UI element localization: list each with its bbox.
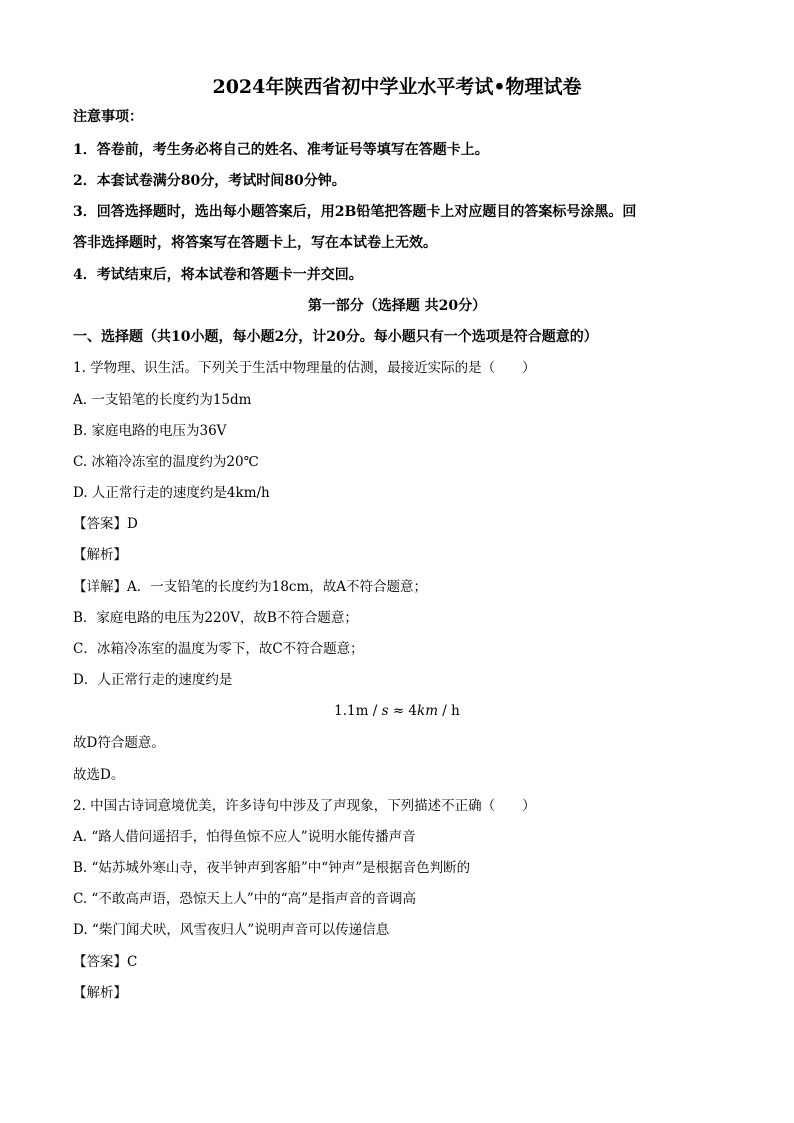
formula-part: /: [372, 703, 378, 719]
q2-option-b: B. “姑苏城外寒山寺，夜半钟声到客船”中“钟声”是根据音色判断的: [73, 860, 471, 876]
q1-detail-d: D．人正常行走的速度约是: [73, 672, 233, 688]
q2-answer: 【答案】C: [73, 954, 138, 970]
formula-part: s: [381, 703, 389, 719]
part-heading: 第一部分（选择题 共20分）: [307, 298, 487, 314]
formula-part: 1.1m: [334, 703, 369, 719]
q1-stem: 1. 学物理、识生活。下列关于生活中物理量的估测，最接近实际的是（ ）: [73, 360, 536, 376]
q1-option-c: C. 冰箱冷冻室的温度约为20℃: [73, 454, 259, 470]
q1-detail-a: 【详解】A．一支铅笔的长度约为18cm，故A不符合题意；: [73, 579, 428, 595]
notice-item-2: 2．本套试卷满分80分，考试时间80分钟。: [73, 173, 346, 189]
notice-item-3-line-1: 3．回答选择题时，选出每小题答案后，用2B铅笔把答题卡上对应题目的答案标号涂黑。回: [73, 204, 637, 220]
q1-analysis-label: 【解析】: [73, 547, 127, 563]
formula-part: km: [417, 703, 438, 719]
section-heading: 一、选择题（共10小题，每小题2分，计20分。每小题只有一个选项是符合题意的）: [73, 329, 598, 345]
notice-item-4: 4．考试结束后，将本试卷和答题卡一并交回。: [73, 267, 363, 283]
q1-option-d: D. 人正常行走的速度约是4km/h: [73, 485, 270, 501]
q1-detail-c: C．冰箱冷冻室的温度为零下，故C不符合题意；: [73, 641, 364, 657]
q1-choose: 故选D。: [73, 767, 125, 783]
notice-item-1: 1．答卷前，考生务必将自己的姓名、准考证号等填写在答题卡上。: [73, 142, 489, 158]
q2-analysis-label: 【解析】: [73, 985, 127, 1001]
q1-option-a: A. 一支铅笔的长度约为15dm: [73, 392, 252, 408]
q1-option-b: B. 家庭电路的电压为36V: [73, 423, 227, 439]
q2-option-d: D. “柴门闻犬吠，风雪夜归人”说明声音可以传递信息: [73, 922, 390, 938]
q1-conclusion: 故D符合题意。: [73, 735, 165, 751]
speed-formula: [0, 703, 794, 719]
q2-option-c: C. “不敢高声语，恐惊天上人”中的“高”是指声音的音调高: [73, 891, 417, 907]
notice-item-3-line-2: 答非选择题时，将答案写在答题卡上，写在本试卷上无效。: [73, 235, 437, 251]
formula-part: / h: [442, 703, 460, 719]
notice-heading: 注意事项：: [73, 109, 143, 125]
q2-stem: 2. 中国古诗词意境优美，许多诗句中涉及了声现象，下列描述不正确（ ）: [73, 798, 536, 814]
page-title: 2024年陕西省初中学业水平考试•物理试卷: [212, 76, 582, 98]
q2-option-a: A. “路人借问遥招手，怕得鱼惊不应人”说明水能传播声音: [73, 829, 416, 845]
q1-detail-b: B．家庭电路的电压为220V，故B不符合题意；: [73, 610, 358, 626]
formula-part: ≈ 4: [392, 703, 418, 719]
q1-answer: 【答案】D: [73, 516, 138, 532]
